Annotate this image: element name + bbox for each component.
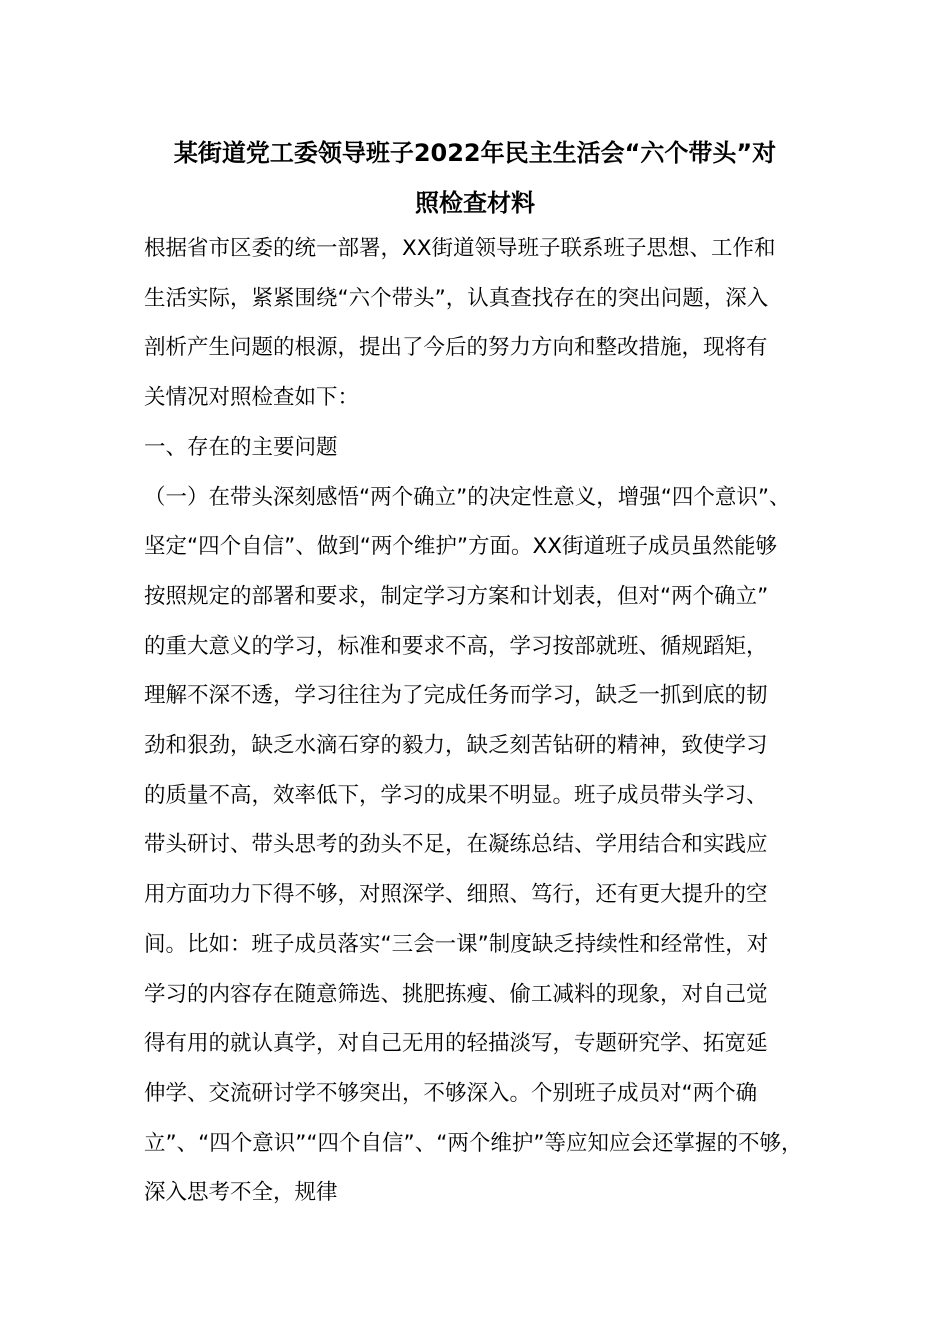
document-title (140, 128, 810, 228)
body-line: 坚定“四个自信”、做到“两个维护”方面。XX街道班子成员虽然能够 (144, 534, 778, 560)
body-line: 理解不深不透，学习往往为了完成任务而学习，缺乏一抓到底的韧 (144, 683, 768, 709)
body-line: 得有用的就认真学，对自己无用的轻描淡写，专题研究学、拓宽延 (144, 1031, 768, 1057)
body-line: 的质量不高，效率低下，学习的成果不明显。班子成员带头学习、 (144, 782, 768, 808)
body-line: 劲和狠劲，缺乏水滴石穿的毅力，缺乏刻苦钻研的精神，致使学习 (144, 733, 768, 759)
body-line: 伸学、交流研讨学不够突出，不够深入。个别班子成员对“两个确 (144, 1080, 758, 1106)
body-line: （一）在带头深刻感悟“两个确立”的决定性意义，增强“四个意识”、 (144, 484, 791, 510)
body-line: 根据省市区委的统一部署，XX街道领导班子联系班子思想、工作和 (144, 236, 776, 261)
title-line: 某街道党工委领导班子2022年民主生活会“六个带头”对 (173, 139, 777, 167)
body-line: 剖析产生问题的根源，提出了今后的努力方向和整改措施，现将有 (144, 335, 768, 361)
body-line: 带头研讨、带头思考的劲头不足，在凝练总结、学用结合和实践应 (144, 832, 768, 858)
body-line: 用方面功力下得不够，对照深学、细照、笃行，还有更大提升的空 (144, 882, 768, 908)
body-line: 立”、“四个意识”“四个自信”、“两个维护”等应知应会还掌握的不够， (144, 1130, 803, 1156)
body-line: 深入思考不全，规律 (144, 1180, 338, 1206)
section-heading: 一、存在的主要问题 (144, 434, 338, 460)
title-line: 照检查材料 (415, 189, 535, 217)
body-line: 生活实际，紧紧围绕“六个带头”，认真查找存在的突出问题，深入 (144, 285, 769, 311)
body-line: 学习的内容存在随意筛选、挑肥拣瘦、偷工减料的现象，对自己觉 (144, 981, 768, 1007)
body-line: 的重大意义的学习，标准和要求不高，学习按部就班、循规蹈矩， (144, 633, 768, 659)
document-body (144, 224, 824, 1218)
body-line: 关情况对照检查如下： (144, 385, 360, 411)
body-line: 间。比如：班子成员落实“三会一课”制度缺乏持续性和经常性，对 (144, 931, 769, 957)
body-line: 按照规定的部署和要求，制定学习方案和计划表，但对“两个确立” (144, 583, 769, 609)
